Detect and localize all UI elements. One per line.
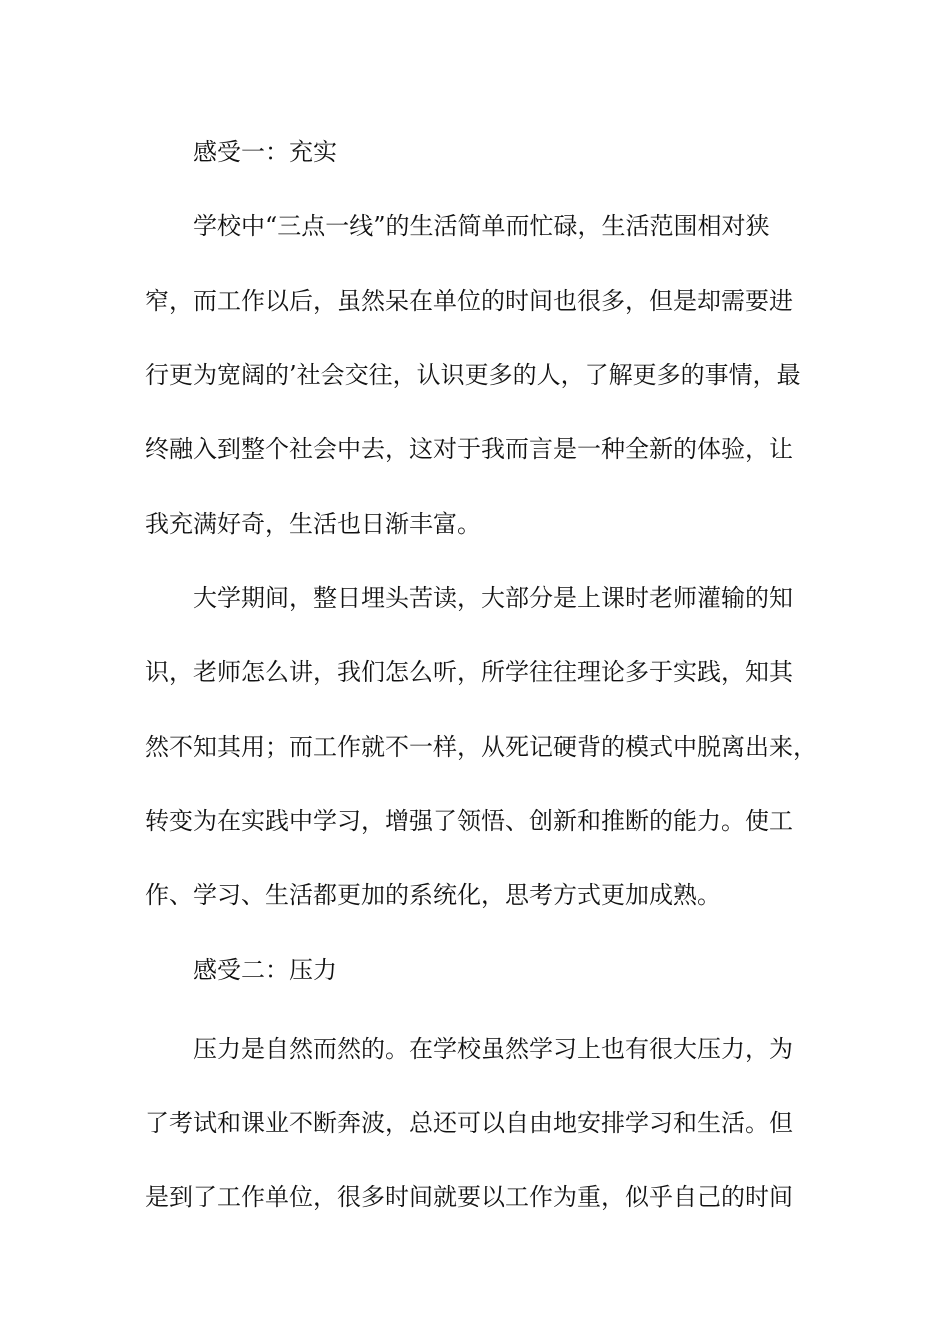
paragraph-line: 识，老师怎么讲，我们怎么听，所学往往理论多于实践，知其	[145, 658, 793, 686]
heading-feeling-one: 感受一：充实	[193, 138, 337, 166]
paragraph-line: 窄，而工作以后，虽然呆在单位的时间也很多，但是却需要进	[145, 287, 793, 315]
paragraph-line: 行更为宽阔的’社会交往，认识更多的人，了解更多的事情，最	[145, 361, 801, 389]
paragraph-line: 然不知其用；而工作就不一样，从死记硬背的模式中脱离出来，	[145, 733, 817, 761]
paragraph-line: 是到了工作单位，很多时间就要以工作为重，似乎自己的时间	[145, 1183, 793, 1211]
paragraph-line: 学校中“三点一线”的生活简单而忙碌，生活范围相对狭	[193, 212, 770, 240]
paragraph-line: 了考试和课业不断奔波，总还可以自由地安排学习和生活。但	[145, 1109, 793, 1137]
paragraph-line: 终融入到整个社会中去，这对于我而言是一种全新的体验，让	[145, 435, 793, 463]
paragraph-line: 压力是自然而然的。在学校虽然学习上也有很大压力，为	[193, 1035, 793, 1063]
heading-feeling-two: 感受二：压力	[193, 956, 337, 984]
paragraph-line: 我充满好奇，生活也日渐丰富。	[145, 510, 481, 538]
paragraph-line: 大学期间，整日埋头苦读，大部分是上课时老师灌输的知	[193, 584, 793, 612]
paragraph-line: 作、学习、生活都更加的系统化，思考方式更加成熟。	[145, 881, 721, 909]
paragraph-line: 转变为在实践中学习，增强了领悟、创新和推断的能力。使工	[145, 807, 793, 835]
